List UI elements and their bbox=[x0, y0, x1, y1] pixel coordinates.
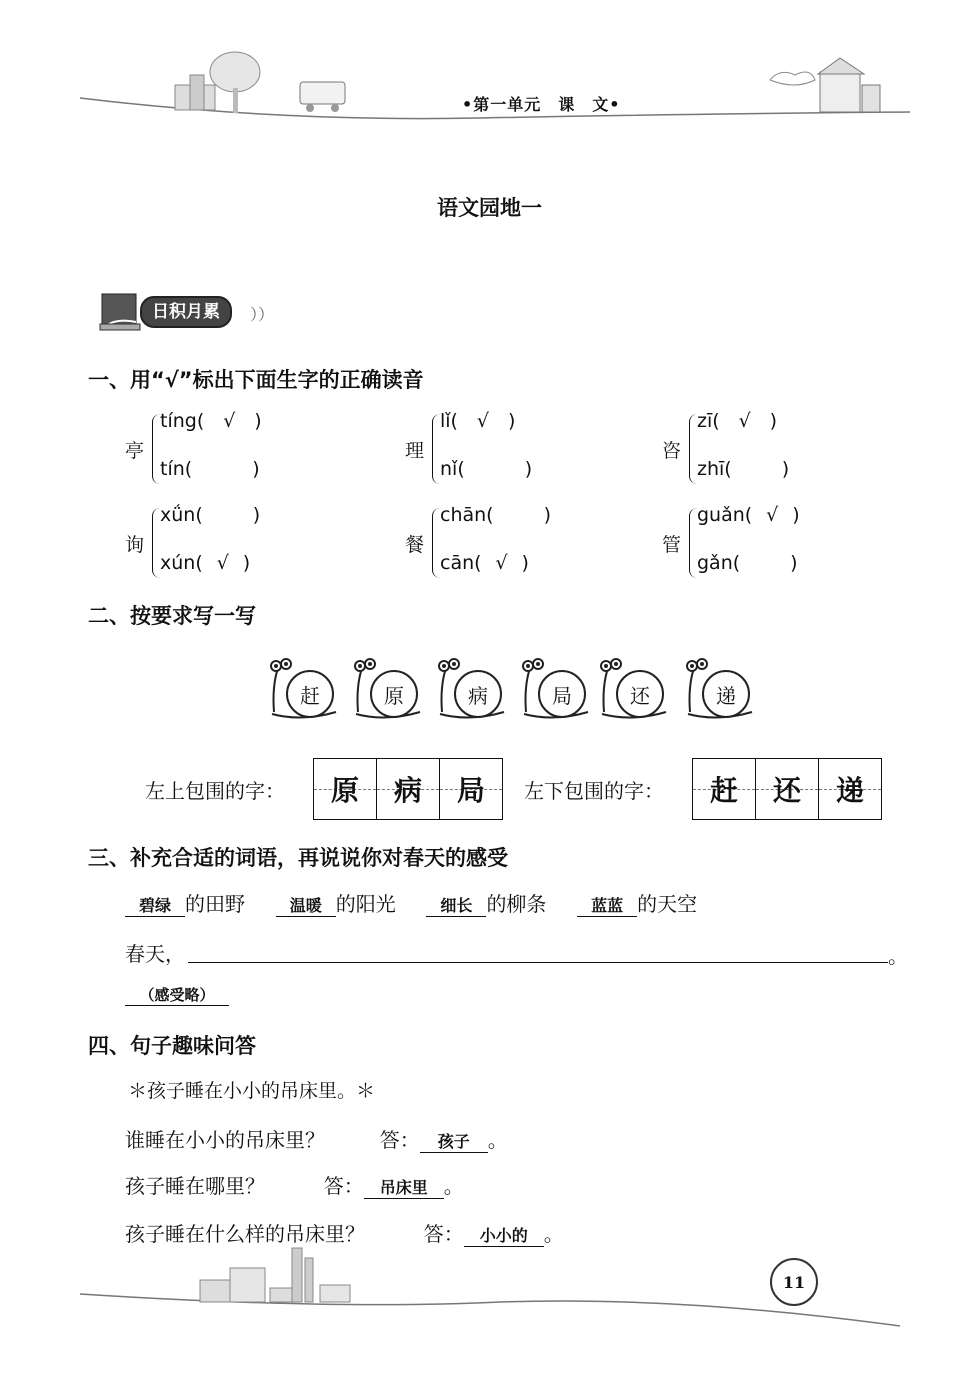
phrase-answer: 温暖 bbox=[276, 893, 336, 917]
option-2: zhī( ) bbox=[697, 458, 790, 480]
option-1: zī( √ ) bbox=[697, 410, 778, 432]
phrase-text: 的田野 bbox=[185, 892, 245, 916]
left-answer-grid bbox=[313, 758, 503, 820]
page-title: 语文园地一 bbox=[437, 196, 542, 220]
badge-tail: ）） bbox=[250, 305, 275, 324]
section-4-title: 四、句子趣味问答 bbox=[88, 1034, 256, 1058]
grid-cell: 病 bbox=[376, 759, 439, 819]
right-enclosure-label: 左下包围的字： bbox=[524, 779, 664, 803]
option-1: lǐ( √ ) bbox=[440, 410, 516, 432]
page-number: 11 bbox=[770, 1258, 818, 1306]
answer: 小小的 bbox=[464, 1223, 544, 1247]
feeling-answer: （感受略） bbox=[125, 984, 229, 1006]
qa-item: 孩子睡在什么样的吊床里？ 答： 小小的 。 bbox=[125, 1222, 564, 1246]
snail-char: 原 bbox=[370, 670, 418, 718]
option-1: xǘn( ) bbox=[160, 504, 261, 526]
snail-char: 还 bbox=[616, 670, 664, 718]
answer-label: 答： bbox=[379, 1128, 420, 1152]
phrase-answer: 细长 bbox=[426, 893, 486, 917]
check-mark: √ bbox=[766, 504, 779, 526]
section-2-title: 二、按要求写一写 bbox=[88, 604, 256, 628]
phrase-text: 的柳条 bbox=[486, 892, 547, 916]
phrase-text: 的天空 bbox=[637, 892, 698, 916]
snail-char: 局 bbox=[538, 670, 586, 718]
phrase-answer: 碧绿 bbox=[125, 893, 185, 917]
check-mark: √ bbox=[476, 410, 490, 432]
grid-cell: 局 bbox=[439, 759, 502, 819]
group-char: 询 bbox=[125, 534, 145, 556]
option-2: cān( √ ) bbox=[440, 552, 529, 574]
example-sentence: ＊孩子睡在小小的吊床里。＊ bbox=[128, 1080, 376, 1102]
section-badge bbox=[98, 290, 278, 332]
question: 孩子睡在什么样的吊床里？ bbox=[125, 1222, 365, 1246]
option-1: tíng( √ ) bbox=[160, 410, 262, 432]
group-char: 餐 bbox=[405, 534, 425, 556]
phrase-row bbox=[125, 888, 697, 917]
snail-char: 病 bbox=[454, 670, 502, 718]
answer-label: 答： bbox=[323, 1174, 364, 1198]
answer: 孩子 bbox=[420, 1129, 488, 1153]
spring-end: 。 bbox=[888, 944, 908, 968]
check-mark: √ bbox=[223, 410, 236, 432]
question: 谁睡在小小的吊床里？ bbox=[125, 1128, 325, 1152]
phrase-answer: 蓝蓝 bbox=[577, 893, 637, 917]
question: 孩子睡在哪里？ bbox=[125, 1174, 265, 1198]
qa-item: 孩子睡在哪里？ 答： 吊床里 。 bbox=[125, 1174, 464, 1198]
snail-char: 赶 bbox=[286, 670, 334, 718]
grid-cell: 赶 bbox=[693, 759, 755, 819]
spring-prefix: 春天， bbox=[125, 942, 185, 966]
answer-label: 答： bbox=[423, 1222, 464, 1246]
unit-header: •第一单元 课 文• bbox=[462, 95, 621, 114]
snail-row bbox=[268, 656, 768, 726]
qa-item: 谁睡在小小的吊床里？ 答： 孩子 。 bbox=[125, 1128, 508, 1152]
left-enclosure-label: 左上包围的字： bbox=[145, 779, 285, 803]
grid-cell: 原 bbox=[314, 759, 376, 819]
option-2: tín( ) bbox=[160, 458, 260, 480]
snail-char: 递 bbox=[702, 670, 750, 718]
section-3-title: 三、补充合适的词语，再说说你对春天的感受 bbox=[88, 846, 508, 870]
phrase-text: 的阳光 bbox=[335, 892, 396, 916]
group-char: 咨 bbox=[662, 440, 682, 462]
grid-cell: 还 bbox=[755, 759, 818, 819]
group-char: 理 bbox=[405, 440, 425, 462]
check-mark: √ bbox=[216, 552, 229, 574]
group-char: 管 bbox=[662, 534, 682, 556]
grid-cell: 递 bbox=[818, 759, 881, 819]
spring-answer-line bbox=[188, 962, 888, 963]
option-1: guǎn( √ ) bbox=[697, 504, 800, 526]
right-answer-grid bbox=[692, 758, 882, 820]
badge-label: 日积月累 bbox=[140, 296, 232, 328]
option-1: chān( ) bbox=[440, 504, 552, 526]
header-decoration bbox=[80, 50, 910, 130]
group-char: 亭 bbox=[125, 440, 145, 462]
check-mark: √ bbox=[738, 410, 751, 432]
check-mark: √ bbox=[495, 552, 508, 574]
option-2: xún( √ ) bbox=[160, 552, 251, 574]
option-2: nǐ( ) bbox=[440, 458, 533, 480]
answer: 吊床里 bbox=[364, 1175, 444, 1199]
option-2: gǎn( ) bbox=[697, 552, 798, 574]
section-1-title: 一、用“√”标出下面生字的正确读音 bbox=[88, 368, 424, 392]
